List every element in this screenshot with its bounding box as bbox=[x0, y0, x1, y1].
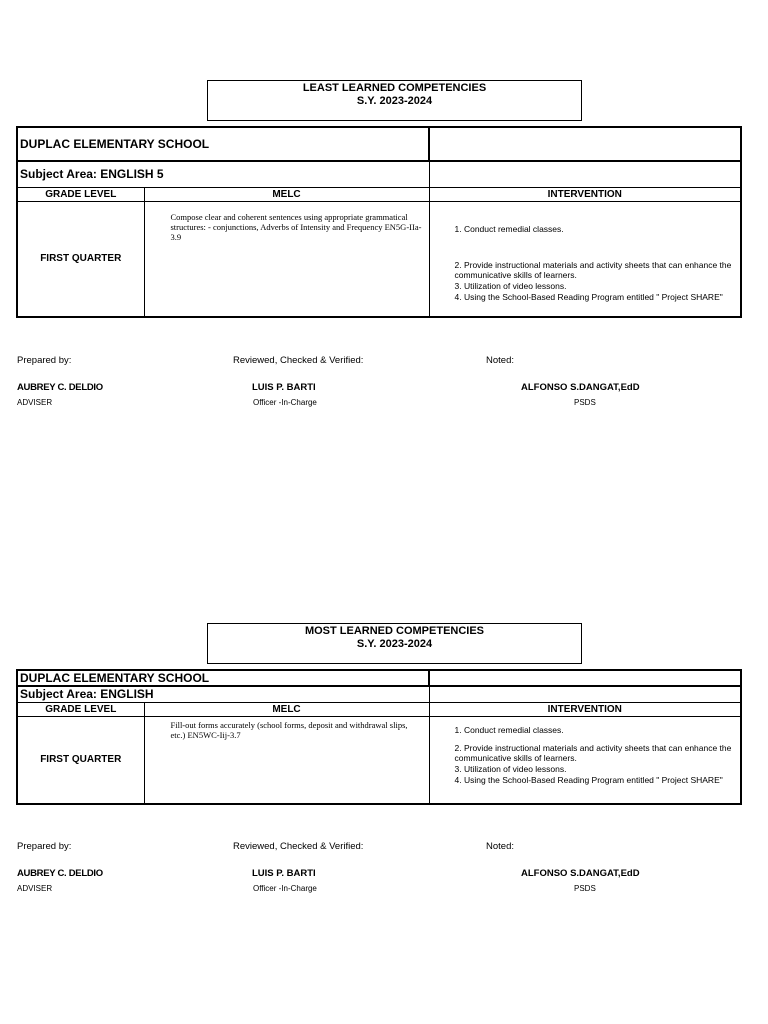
reviewed-by-label: Reviewed, Checked & Verified: bbox=[233, 841, 364, 852]
psds-name: ALFONSO S.DANGAT,EdD bbox=[521, 382, 640, 393]
most-learned-title-box bbox=[207, 623, 582, 664]
intervention-cell bbox=[429, 716, 741, 804]
school-name: DUPLAC ELEMENTARY SCHOOL bbox=[17, 670, 429, 686]
section-title: MOST LEARNED COMPETENCIES bbox=[304, 625, 485, 637]
psds-role: PSDS bbox=[574, 884, 596, 893]
adviser-role: ADVISER bbox=[17, 884, 53, 893]
school-name: DUPLAC ELEMENTARY SCHOOL bbox=[17, 127, 429, 161]
adviser-name: AUBREY C. DELDIO bbox=[17, 868, 103, 879]
least-learned-table bbox=[16, 126, 742, 318]
quarter-cell: FIRST QUARTER bbox=[17, 716, 144, 804]
intervention-item: 2. Provide instructional materials and activity sheets that can enhance the communicative skills of learners. bbox=[454, 259, 732, 280]
intervention-item: 1. Conduct remedial classes. bbox=[454, 223, 564, 234]
intervention-item: 3. Utilization of video lessons. bbox=[454, 763, 567, 774]
school-year: S.Y. 2023-2024 bbox=[356, 638, 433, 650]
grade-level-header: GRADE LEVEL bbox=[17, 702, 144, 716]
intervention-cell bbox=[429, 201, 741, 317]
empty-cell bbox=[429, 686, 741, 702]
quarter-cell: FIRST QUARTER bbox=[17, 201, 144, 317]
most-learned-table bbox=[16, 669, 742, 805]
melc-header: MELC bbox=[144, 702, 429, 716]
noted-label: Noted: bbox=[486, 355, 514, 366]
oic-role: Officer -In-Charge bbox=[253, 884, 317, 893]
subject-area: Subject Area: ENGLISH bbox=[17, 686, 429, 702]
intervention-item: 4. Using the School-Based Reading Program entitled " Project SHARE" bbox=[454, 291, 723, 302]
melc-cell: Fill-out forms accurately (school forms, deposit and withdrawal slips, etc.) EN5WC-Iij-3.7 bbox=[144, 716, 429, 804]
psds-name: ALFONSO S.DANGAT,EdD bbox=[521, 868, 640, 879]
adviser-name: AUBREY C. DELDIO bbox=[17, 382, 103, 393]
intervention-item: 3. Utilization of video lessons. bbox=[454, 280, 567, 291]
intervention-item: 2. Provide instructional materials and activity sheets that can enhance the communicative skills of learners. bbox=[454, 742, 732, 763]
prepared-by-label: Prepared by: bbox=[17, 841, 72, 852]
reviewed-by-label: Reviewed, Checked & Verified: bbox=[233, 355, 364, 366]
adviser-role: ADVISER bbox=[17, 398, 53, 407]
intervention-header: INTERVENTION bbox=[429, 702, 741, 716]
intervention-item: 1. Conduct remedial classes. bbox=[454, 724, 564, 735]
section-title: LEAST LEARNED COMPETENCIES bbox=[302, 82, 487, 94]
intervention-item: 4. Using the School-Based Reading Program entitled " Project SHARE" bbox=[454, 774, 723, 785]
subject-area: Subject Area: ENGLISH 5 bbox=[17, 161, 429, 187]
empty-cell bbox=[429, 127, 741, 161]
empty-cell bbox=[429, 670, 741, 686]
oic-role: Officer -In-Charge bbox=[253, 398, 317, 407]
empty-cell bbox=[429, 161, 741, 187]
prepared-by-label: Prepared by: bbox=[17, 355, 72, 366]
school-year: S.Y. 2023-2024 bbox=[356, 95, 433, 107]
melc-cell: Compose clear and coherent sentences using appropriate grammatical structures: - conjunctions, Adverbs of Intensity and Frequency EN5G-IIa-3.9 bbox=[144, 201, 429, 317]
least-learned-title-box bbox=[207, 80, 582, 121]
noted-label: Noted: bbox=[486, 841, 514, 852]
oic-name: LUIS P. BARTI bbox=[252, 868, 316, 879]
melc-header: MELC bbox=[144, 187, 429, 201]
psds-role: PSDS bbox=[574, 398, 596, 407]
intervention-header: INTERVENTION bbox=[429, 187, 741, 201]
grade-level-header: GRADE LEVEL bbox=[17, 187, 144, 201]
oic-name: LUIS P. BARTI bbox=[252, 382, 316, 393]
